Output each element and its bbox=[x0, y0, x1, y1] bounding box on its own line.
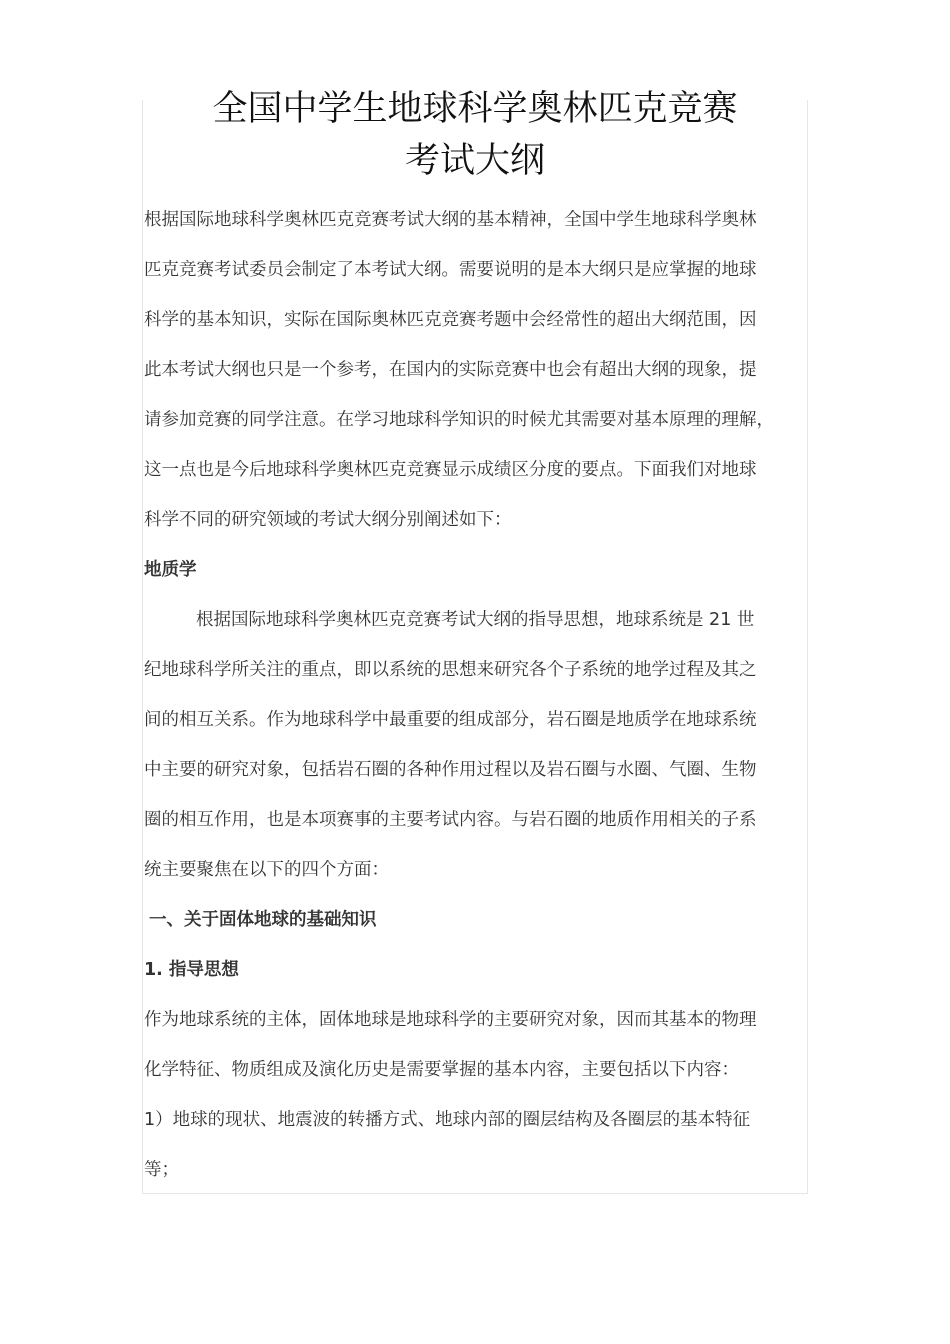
intro-line: 匹克竞赛考试委员会制定了本考试大纲。需要说明的是本大纲只是应掌握的地球 bbox=[144, 260, 757, 280]
intro-line: 这一点也是今后地球科学奥林匹克竞赛显示成绩区分度的要点。下面我们对地球 bbox=[144, 460, 757, 480]
guiding-line: 化学特征、物质组成及演化历史是需要掌握的基本内容，主要包括以下内容： bbox=[144, 1060, 739, 1080]
intro-line: 此本考试大纲也只是一个参考，在国内的实际竞赛中也会有超出大纲的现象，提 bbox=[144, 360, 757, 380]
geology-line: 圈的相互作用，也是本项赛事的主要考试内容。与岩石圈的地质作用相关的子系 bbox=[144, 810, 757, 830]
document-title-line-1: 全国中学生地球科学奥林匹克竞赛 bbox=[212, 89, 738, 129]
heading-guiding-idea: 1. 指导思想 bbox=[144, 960, 239, 980]
guiding-line: 作为地球系统的主体，固体地球是地球科学的主要研究对象，因而其基本的物理 bbox=[144, 1010, 757, 1030]
intro-line: 科学的基本知识，实际在国际奥林匹克竞赛考题中会经常性的超出大纲范围，因 bbox=[144, 310, 757, 330]
geology-line: 间的相互关系。作为地球科学中最重要的组成部分，岩石圈是地质学在地球系统 bbox=[144, 710, 757, 730]
document-title-line-2: 考试大纲 bbox=[404, 141, 545, 181]
geology-line: 统主要聚焦在以下的四个方面： bbox=[144, 860, 389, 880]
document-body bbox=[144, 195, 844, 1195]
intro-line: 科学不同的研究领域的考试大纲分别阐述如下： bbox=[144, 510, 512, 530]
intro-line: 请参加竞赛的同学注意。在学习地球科学知识的时候尤其需要对基本原理的理解， bbox=[144, 410, 774, 430]
intro-line: 根据国际地球科学奥林匹克竞赛考试大纲的基本精神，全国中学生地球科学奥林 bbox=[144, 210, 757, 230]
section-heading-geology: 地质学 bbox=[144, 560, 197, 580]
geology-line: 中主要的研究对象，包括岩石圈的各种作用过程以及岩石圈与水圈、气圈、生物 bbox=[144, 760, 757, 780]
geology-line: 根据国际地球科学奥林匹克竞赛考试大纲的指导思想，地球系统是 21 世 bbox=[196, 610, 755, 630]
geology-line: 纪地球科学所关注的重点，即以系统的思想来研究各个子系统的地学过程及其之 bbox=[144, 660, 757, 680]
guiding-line: 1）地球的现状、地震波的转播方式、地球内部的圈层结构及各圈层的基本特征 bbox=[144, 1110, 751, 1130]
guiding-line: 等； bbox=[144, 1160, 179, 1180]
heading-part-1: 一、关于固体地球的基础知识 bbox=[149, 910, 377, 930]
